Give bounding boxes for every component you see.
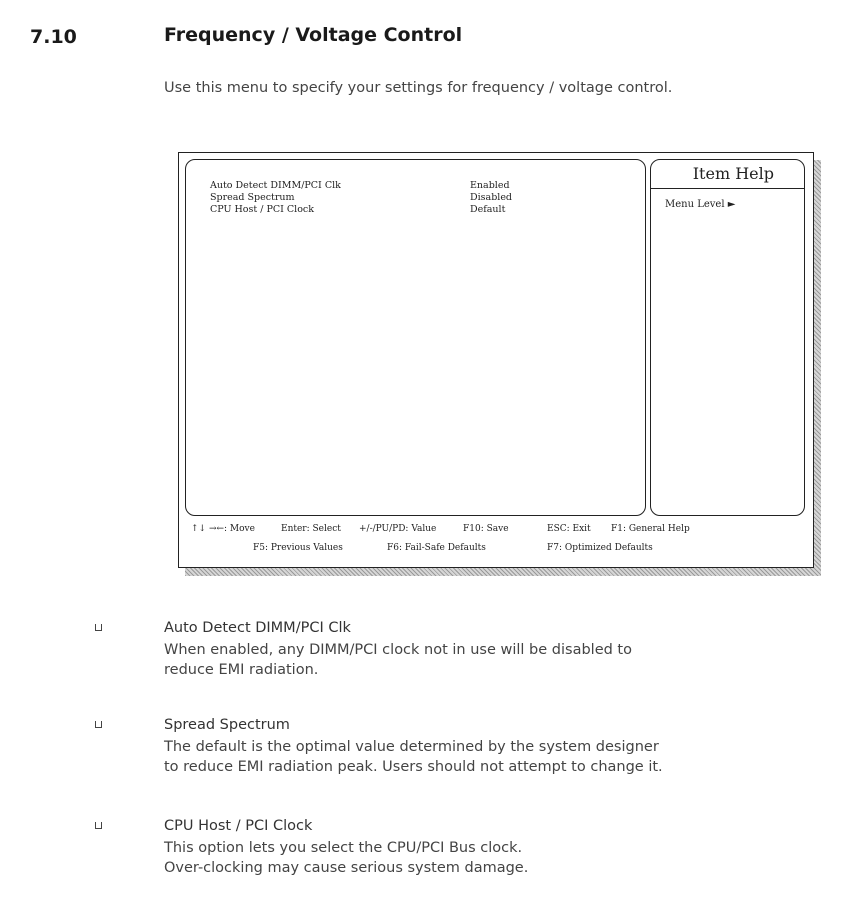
bios-settings-panel <box>185 159 646 516</box>
bios-row-label: Auto Detect DIMM/PCI Clk <box>210 180 341 191</box>
key-move: ↑↓ →←: Move <box>191 524 255 534</box>
key-select: Enter: Select <box>281 524 341 534</box>
menu-level-indicator: Menu Level ► <box>665 199 736 210</box>
key-save: F10: Save <box>463 524 509 534</box>
section-number: 7.10 <box>30 26 77 48</box>
bios-row-value: Enabled <box>470 180 510 191</box>
bios-row-label: Spread Spectrum <box>210 192 295 203</box>
item-description <box>164 838 824 878</box>
item-description <box>164 737 824 777</box>
key-previous-values: F5: Previous Values <box>253 543 343 553</box>
key-fail-safe-defaults: F6: Fail-Safe Defaults <box>387 543 486 553</box>
checkbox-bullet-icon <box>95 624 102 631</box>
item-description-line: When enabled, any DIMM/PCI clock not in use will be disabled to <box>164 642 632 658</box>
bios-item-help-panel <box>650 159 805 516</box>
bios-row-label: CPU Host / PCI Clock <box>210 204 314 215</box>
item-help-title: Item Help <box>651 160 804 189</box>
section-intro: Use this menu to specify your settings for frequency / voltage control. <box>164 80 673 96</box>
key-general-help: F1: General Help <box>611 524 690 534</box>
item-title: Auto Detect DIMM/PCI Clk <box>164 620 351 636</box>
key-exit: ESC: Exit <box>547 524 591 534</box>
checkbox-bullet-icon <box>95 721 102 728</box>
item-title: CPU Host / PCI Clock <box>164 818 313 834</box>
item-description-line: This option lets you select the CPU/PCI Bus clock. <box>164 840 523 856</box>
key-value: +/-/PU/PD: Value <box>359 524 437 534</box>
key-optimized-defaults: F7: Optimized Defaults <box>547 543 653 553</box>
section-title: Frequency / Voltage Control <box>164 24 463 46</box>
item-title: Spread Spectrum <box>164 717 290 733</box>
bios-row-value: Disabled <box>470 192 513 203</box>
item-description-line: The default is the optimal value determined by the system designer <box>164 739 659 755</box>
item-description-line: Over-clocking may cause serious system damage. <box>164 860 529 876</box>
item-description-line: to reduce EMI radiation peak. Users should not attempt to change it. <box>164 759 663 775</box>
bios-row-value: Default <box>470 204 506 215</box>
item-description <box>164 640 824 680</box>
item-description-line: reduce EMI radiation. <box>164 662 319 678</box>
checkbox-bullet-icon <box>95 822 102 829</box>
bios-screenshot <box>178 152 814 568</box>
